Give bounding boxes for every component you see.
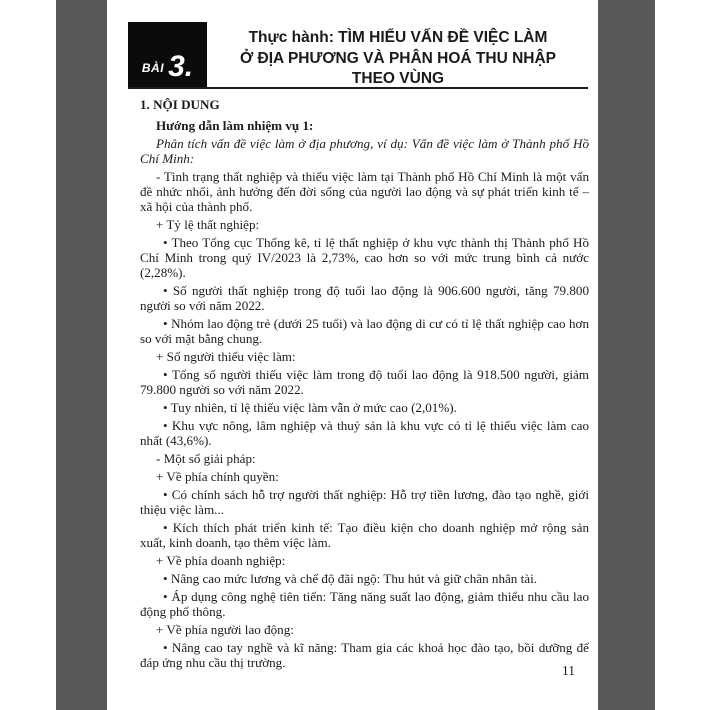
paragraph: - Một số giải pháp: <box>156 451 256 466</box>
paragraph: - Tình trạng thất nghiệp và thiếu việc làm tại Thành phố Hồ Chí Minh là một vấn đề nhức nhối, ảnh hưởng đến đời sống của người lao động và sự phát triển kinh tế – xã hội của thành phố. <box>140 169 589 214</box>
paragraph: Phân tích vấn đề việc làm ở địa phương, ví dụ: Vấn đề việc làm ở Thành phố Hồ Chí Minh: <box>140 136 589 166</box>
paragraph-list <box>140 136 589 670</box>
section-heading: 1. NỘI DUNG <box>140 97 220 112</box>
paragraph: + Tỷ lệ thất nghiệp: <box>156 217 260 232</box>
lesson-title-line-1: Thực hành: TÌM HIỂU VẤN ĐỀ VIỆC LÀM <box>248 29 548 46</box>
paragraph: + Về phía người lao động: <box>156 622 294 637</box>
paragraph: • Theo Tổng cục Thống kê, tỉ lệ thất nghiệp ở khu vực thành thị Thành phố Hồ Chí Minh trong quý IV/2023 là 2,73%, cao hơn so với mức trung bình cả nước (2,28%). <box>140 235 589 280</box>
paragraph: + Số người thiếu việc làm: <box>156 349 296 364</box>
paragraph: • Tổng số người thiếu việc làm trong độ tuổi lao động là 918.500 người, giảm 79.800 người so với năm 2022. <box>140 367 589 397</box>
paragraph: • Có chính sách hỗ trợ người thất nghiệp: Hỗ trợ tiền lương, đào tạo nghề, giới thiệu việc làm... <box>140 487 589 517</box>
page-number: 11 <box>562 663 575 678</box>
paragraph: • Số người thất nghiệp trong độ tuổi lao động là 906.600 người, tăng 79.800 người so với năm 2022. <box>140 283 589 313</box>
paragraph: • Nâng cao mức lương và chế độ đãi ngộ: Thu hút và giữ chân nhân tài. <box>163 571 537 586</box>
header-underline <box>128 87 588 89</box>
lesson-title-line-2: Ở ĐỊA PHƯƠNG VÀ PHÂN HOÁ THU NHẬP <box>239 49 557 67</box>
paragraph: • Khu vực nông, lâm nghiệp và thuỷ sản là khu vực có tỉ lệ thiếu việc làm cao nhất (43,6%). <box>140 418 589 448</box>
lesson-number: 3. <box>168 50 194 83</box>
paragraph: • Kích thích phát triển kinh tế: Tạo điều kiện cho doanh nghiệp mở rộng sản xuất, kinh doanh, tạo thêm việc làm. <box>140 520 589 550</box>
page-edge-shadow <box>598 0 655 710</box>
paragraph: • Tuy nhiên, tỉ lệ thiếu việc làm vẫn ở mức cao (2,01%). <box>163 400 457 415</box>
paragraph: + Về phía doanh nghiệp: <box>156 553 286 568</box>
lesson-title <box>208 28 588 90</box>
paragraph: • Nhóm lao động trẻ (dưới 25 tuổi) và lao động di cư có tỉ lệ thất nghiệp cao hơn so với mặt bằng chung. <box>140 316 589 346</box>
paragraph: + Về phía chính quyền: <box>156 469 279 484</box>
page-content <box>140 97 589 673</box>
lesson-label: BÀI <box>141 61 165 75</box>
paragraph: • Áp dụng công nghệ tiên tiến: Tăng năng suất lao động, giảm thiểu nhu cầu lao động phổ thông. <box>140 589 589 619</box>
lesson-number-box <box>128 22 207 87</box>
book-spine-shadow <box>56 0 107 710</box>
task-subheading: Hướng dẫn làm nhiệm vụ 1: <box>156 118 314 133</box>
lesson-title-line-3: THEO VÙNG <box>351 70 445 87</box>
paragraph: • Nâng cao tay nghề và kĩ năng: Tham gia các khoá học đào tạo, bồi dưỡng để đáp ứng nhu cầu thị trường. <box>140 640 589 670</box>
